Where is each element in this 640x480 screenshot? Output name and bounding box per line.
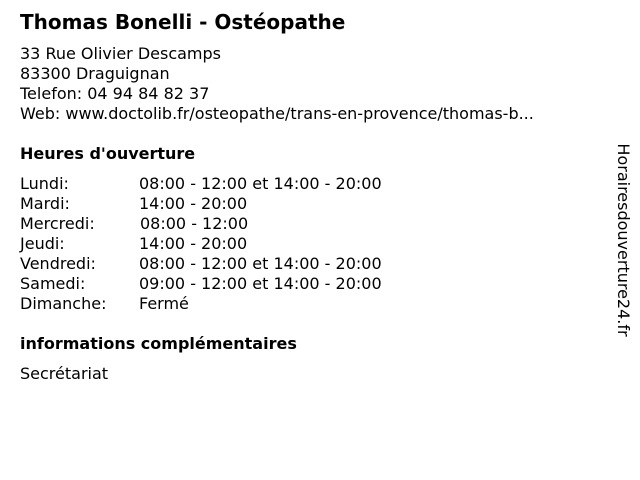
hours-row-thursday — [20, 234, 248, 254]
day-label: Lundi: — [20, 174, 69, 193]
hours-row-saturday — [20, 274, 382, 294]
additional-info-heading: informations complémentaires — [20, 334, 297, 353]
opening-hours-heading: Heures d'ouverture — [20, 144, 196, 163]
hours-row-tuesday — [20, 194, 248, 214]
hours-row-sunday — [20, 294, 189, 314]
day-hours: 14:00 - 20:00 — [139, 234, 248, 253]
day-label: Vendredi: — [20, 254, 96, 273]
hours-row-friday — [20, 254, 382, 274]
address-block — [20, 44, 534, 124]
day-label: Mardi: — [20, 194, 70, 213]
day-label: Mercredi: — [20, 214, 95, 233]
site-watermark: Horairesdouverture24.fr — [614, 143, 633, 337]
day-hours: 08:00 - 12:00 et 14:00 - 20:00 — [139, 174, 382, 193]
day-label: Samedi: — [20, 274, 86, 293]
day-hours: Fermé — [139, 294, 189, 313]
hours-row-monday — [20, 174, 382, 194]
phone-number: Telefon: 04 94 84 82 37 — [20, 84, 210, 103]
business-title: Thomas Bonelli - Ostéopathe — [20, 10, 346, 34]
additional-info-text: Secrétariat — [20, 364, 109, 383]
day-label: Jeudi: — [20, 234, 65, 253]
day-label: Dimanche: — [20, 294, 107, 313]
day-hours: 08:00 - 12:00 — [140, 214, 249, 233]
opening-hours-list — [20, 174, 382, 314]
day-hours: 08:00 - 12:00 et 14:00 - 20:00 — [139, 254, 382, 273]
day-hours: 09:00 - 12:00 et 14:00 - 20:00 — [139, 274, 382, 293]
day-hours: 14:00 - 20:00 — [139, 194, 248, 213]
city-address: 83300 Draguignan — [20, 64, 170, 83]
website-link: Web: www.doctolib.fr/osteopathe/trans-en-provence/thomas-b... — [20, 104, 534, 123]
street-address: 33 Rue Olivier Descamps — [20, 44, 221, 63]
hours-row-wednesday — [20, 214, 249, 234]
